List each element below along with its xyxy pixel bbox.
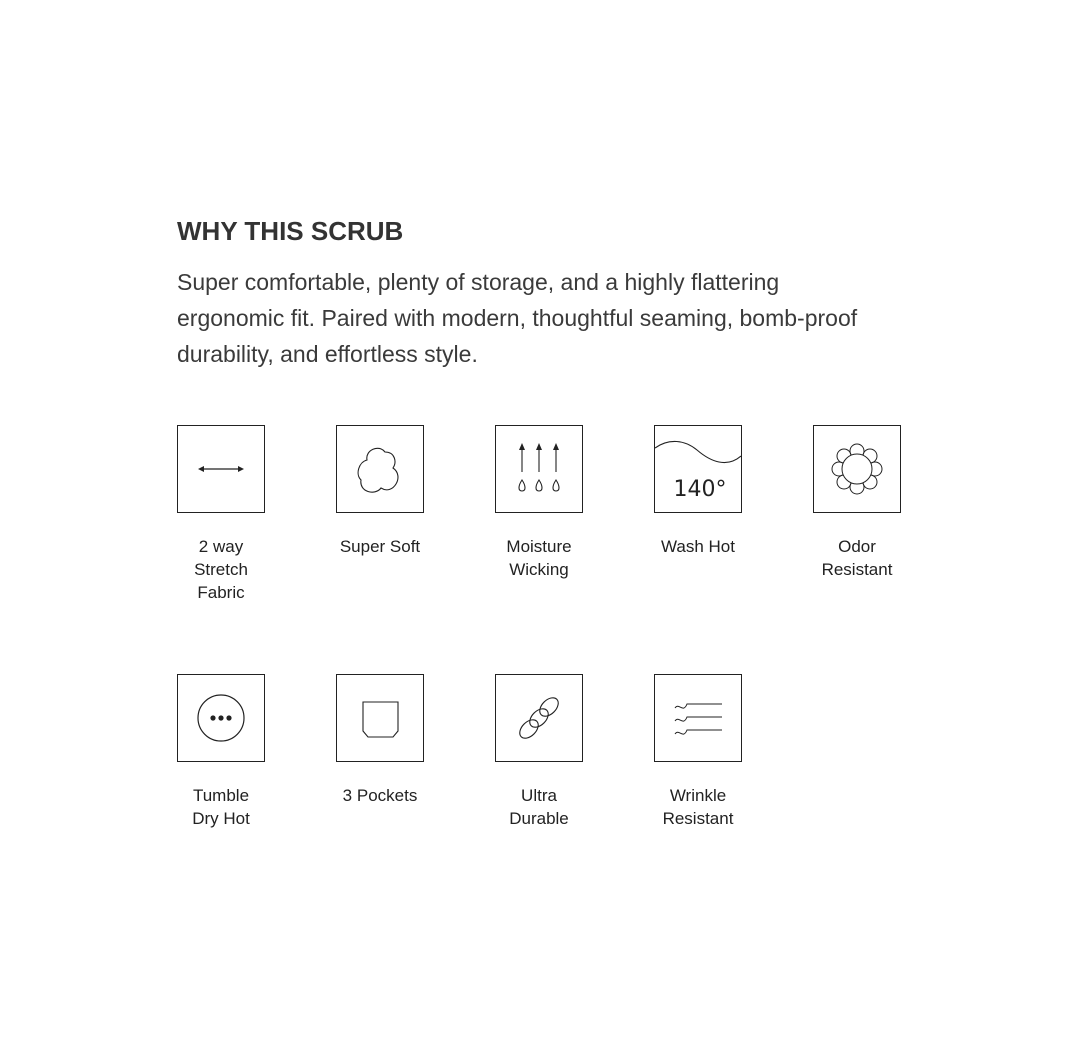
why-this-scrub-section [177, 212, 917, 372]
feature-label: Tumble Dry Hot [192, 786, 250, 828]
feature-moisture [490, 425, 588, 581]
feature-label: Wash Hot [660, 537, 735, 556]
pocket-icon [336, 674, 424, 762]
feature-label: Wrinkle Resistant [662, 786, 734, 828]
feature-odor [808, 425, 906, 581]
chain-link-icon [495, 674, 583, 762]
feature-label: 2 way Stretch Fabric [194, 537, 248, 602]
feature-label: Super Soft [339, 537, 421, 556]
flower-icon [813, 425, 901, 513]
feature-label: Odor Resistant [821, 537, 893, 579]
feature-stretch [172, 425, 270, 604]
feature-label: Ultra Durable [509, 786, 569, 828]
feature-soft [331, 425, 429, 558]
feature-durable [490, 674, 588, 830]
wash-temperature-text: 140° [673, 477, 727, 502]
feature-tumble-dry [172, 674, 270, 830]
wash-hot-icon [654, 425, 742, 513]
feature-pockets [331, 674, 429, 807]
feature-wrinkle [649, 674, 747, 830]
wrinkle-lines-icon [654, 674, 742, 762]
cloud-icon [336, 425, 424, 513]
section-heading: WHY THIS SCRUB [177, 216, 404, 246]
two-way-arrow-icon [177, 425, 265, 513]
feature-label: 3 Pockets [342, 786, 418, 805]
feature-label: Moisture Wicking [506, 537, 572, 579]
moisture-wicking-icon [495, 425, 583, 513]
section-description: Super comfortable, plenty of storage, and a highly flattering ergonomic fit. Paired with modern, thoughtful seaming, bomb-proof durability, and effortless style. [177, 269, 858, 367]
feature-wash-hot [649, 425, 747, 558]
tumble-dry-icon [177, 674, 265, 762]
